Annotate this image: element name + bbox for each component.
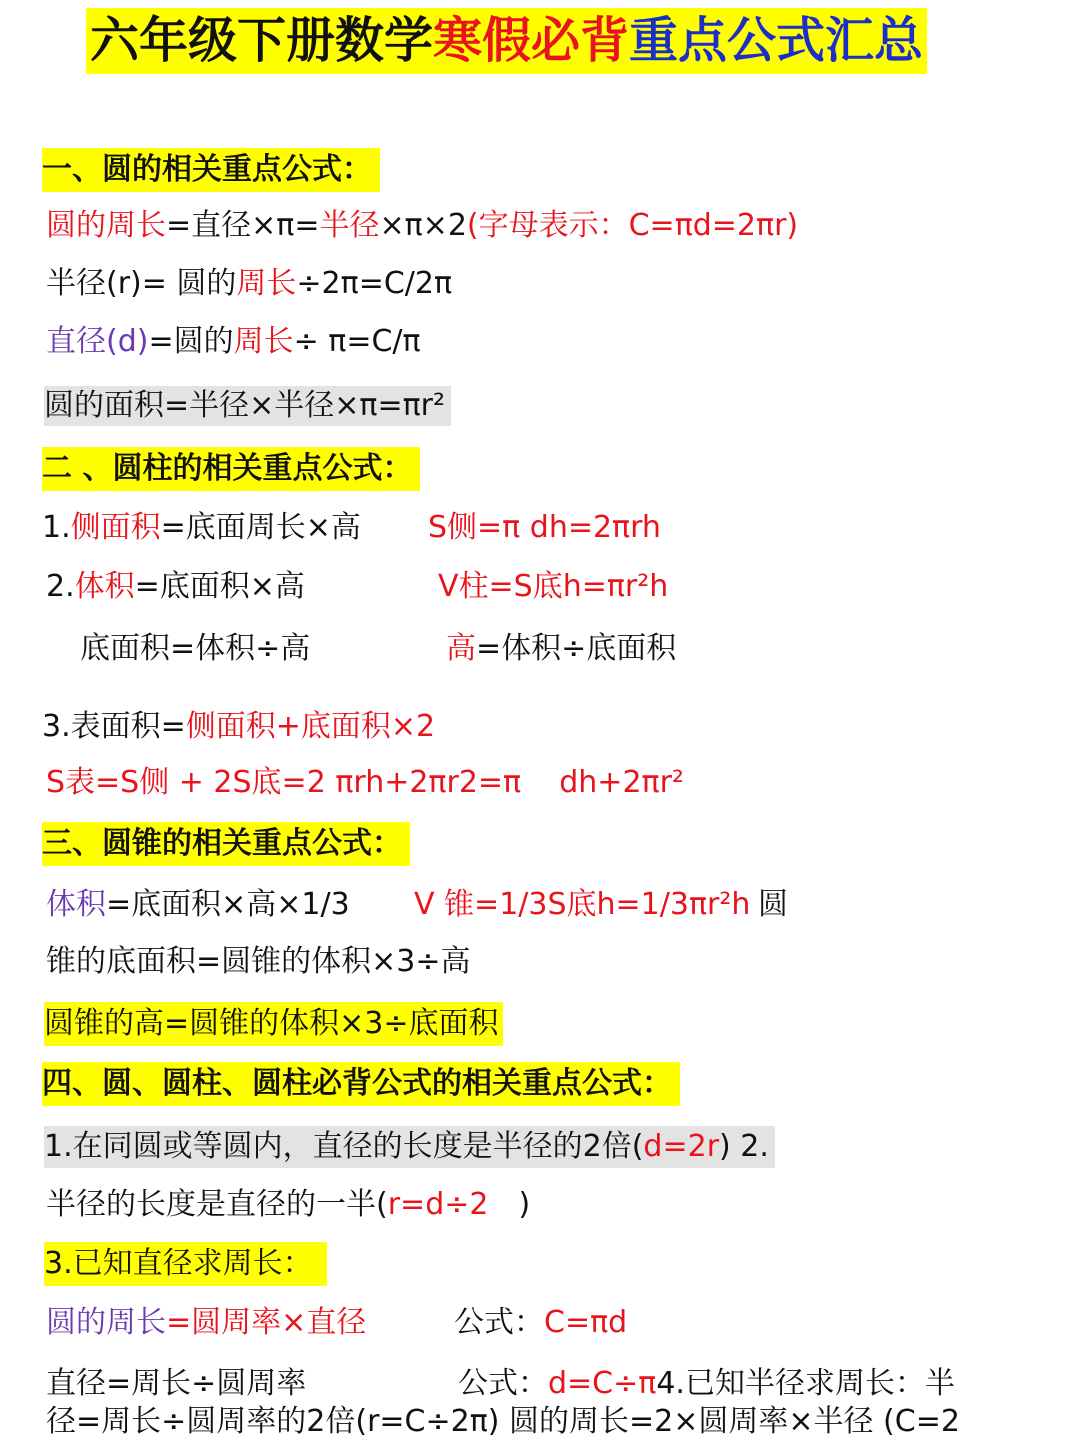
s4-l4-a: 圆的周长: [46, 1305, 166, 1340]
section-2-header: 二 、圆柱的相关重点公式：: [42, 447, 420, 491]
section-3-header: 三、圆锥的相关重点公式：: [42, 822, 410, 866]
s2-l4-a: 3.表面积=: [42, 709, 186, 744]
s4-l5-b: 公式：: [458, 1366, 548, 1401]
s4-line-6: 径=周长÷圆周率的2倍(r=C÷2π) 圆的周长=2×圆周率×半径 (C=2: [46, 1404, 960, 1439]
s2-l4-b: 侧面积+底面积×2: [185, 709, 436, 744]
s4-l2-b: r=d÷2: [387, 1187, 489, 1222]
s2-l2-b: 体积: [74, 569, 135, 604]
s1-l3-c: 周长: [233, 324, 294, 359]
s1-l1-e: (字母表示：C=πd=2πr): [466, 208, 799, 243]
s3-line-2: 锥的底面积=圆锥的体积×3÷高: [46, 944, 471, 979]
s4-line-4-formula: [454, 1303, 627, 1343]
s2-l1-c: =底面周长×高: [160, 510, 361, 545]
s2-line-3b: [446, 629, 676, 669]
s2-l1-b: 侧面积: [70, 510, 161, 545]
s4-l2-a: 半径的长度是直径的一半(: [46, 1187, 388, 1222]
s4-line-5b: [458, 1364, 955, 1404]
s4-line-1: [44, 1126, 775, 1168]
s4-l5-d: 4.已知半径求周长：半: [656, 1366, 955, 1401]
s1-line-1: [46, 206, 798, 246]
s1-l1-c: 半径: [319, 208, 380, 243]
s1-l3-b: =圆的: [148, 324, 234, 359]
s2-l3-c: =体积÷底面积: [476, 631, 677, 666]
s2-line-1: [42, 508, 361, 548]
s3-l1-a: 体积: [46, 887, 106, 922]
s4-l4-b: =: [166, 1305, 192, 1340]
s2-line-2-formula: V柱=S底h=πr²h: [438, 569, 669, 604]
s2-l3-b: 高: [446, 631, 476, 666]
s4-l1-b: d=2r: [643, 1129, 720, 1164]
s1-l3-d: ÷ π=C/π: [293, 324, 421, 359]
section-4-header: 四、圆、圆柱、圆柱必背公式的相关重点公式：: [42, 1062, 680, 1106]
s3-l1-b: =底面积×高×1/3: [106, 887, 350, 922]
s4-l2-c: ): [518, 1187, 531, 1222]
s4-l1-a: 1.在同圆或等圆内，直径的长度是半径的2倍(: [44, 1129, 644, 1164]
s4-line-3: 3.已知直径求周长：: [44, 1242, 327, 1286]
s2-l2-a: 2.: [46, 569, 75, 604]
s4-l1-c: ) 2.: [719, 1129, 769, 1164]
s1-l1-d: ×π×2: [379, 208, 467, 243]
s2-line-1-formula: S侧=π dh=2πrh: [428, 510, 661, 545]
s2-l2-c: =底面积×高: [134, 569, 305, 604]
s4-l5-c: d=C÷π: [548, 1366, 657, 1401]
s2-l1-a: 1.: [42, 510, 71, 545]
s1-line-2: [46, 264, 452, 304]
s4-l4-e: C=πd: [544, 1305, 628, 1340]
s2-line-2: [46, 567, 305, 607]
s3-line-1-tail: 圆: [758, 887, 788, 922]
s3-line-3: 圆锥的高=圆锥的体积×3÷底面积: [44, 1002, 503, 1046]
s4-line-5a: 直径=周长÷圆周率: [46, 1366, 307, 1401]
page-title: [86, 8, 927, 74]
s1-l3-a: 直径(d): [46, 324, 149, 359]
s4-l4-d: 公式：: [454, 1305, 544, 1340]
section-1-header: 一、圆的相关重点公式：: [42, 148, 380, 192]
title-part-2: 寒假必背: [433, 12, 630, 69]
s4-l4-c: 圆周率×直径: [191, 1305, 367, 1340]
s2-line-4: [42, 707, 435, 747]
title-part-1: 六年级下册数学: [90, 12, 434, 69]
s2-line-5: S表=S侧 + 2S底=2 πrh+2πr2=π dh+2πr²: [46, 765, 684, 800]
s1-l2-b: 周长: [236, 266, 297, 301]
s1-l2-c: ÷2π=C/2π: [296, 266, 453, 301]
s3-line-1-formula: V 锥=1/3S底h=1/3πr²h: [414, 887, 751, 922]
s1-l1-a: 圆的周长: [46, 208, 166, 243]
s4-line-4: [46, 1303, 366, 1343]
s1-l2-a: 半径(r)= 圆的: [46, 266, 237, 301]
s3-line-1: [46, 885, 350, 925]
title-part-3: 重点公式汇总: [629, 12, 924, 69]
s1-line-3: [46, 322, 421, 362]
s4-line-2: [46, 1185, 530, 1225]
s1-line-4: 圆的面积=半径×半径×π=πr²: [44, 386, 451, 426]
s1-l1-b: =直径×π=: [166, 208, 320, 243]
s2-line-3a: 底面积=体积÷高: [80, 631, 311, 666]
